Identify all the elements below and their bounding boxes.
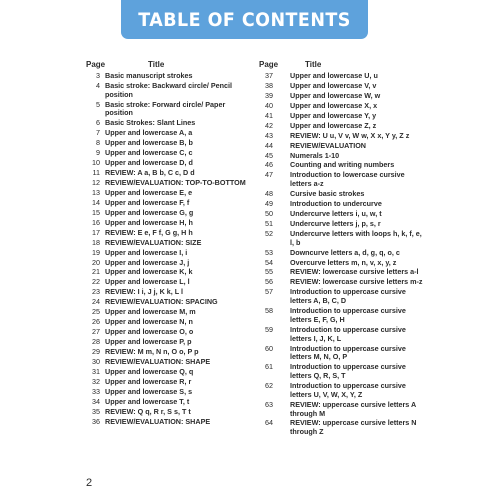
page-title: TABLE OF CONTENTS — [138, 8, 351, 31]
entry-title: Basic manuscript strokes — [105, 71, 193, 80]
toc-entry — [78, 139, 253, 148]
toc-column-right — [250, 60, 425, 438]
entry-title: Upper and lowercase K, k — [105, 267, 193, 277]
toc-entry — [78, 358, 253, 367]
entry-title: Introduction to uppercase cursive letters E, F, G, H — [290, 306, 406, 324]
entry-page-number: 40 — [265, 100, 273, 110]
entry-title: REVIEW/EVALUATION: SHAPE — [105, 416, 211, 426]
entry-title: Upper and lowercase U, u — [290, 71, 378, 80]
entry-page-number: 54 — [265, 257, 273, 267]
toc-entry — [78, 348, 253, 357]
entry-page-number: 28 — [92, 337, 100, 347]
toc-entry — [250, 112, 425, 121]
entry-title: Upper and lowercase Q, q — [105, 366, 194, 376]
entry-title: Upper and lowercase B, b — [105, 138, 193, 148]
toc-entry — [78, 298, 253, 307]
toc-entry — [250, 259, 425, 268]
toc-entry — [250, 220, 425, 229]
entry-title: REVIEW: lowercase cursive letters a-l — [290, 267, 419, 277]
toc-entry — [78, 278, 253, 287]
toc-entry — [78, 288, 253, 297]
entry-page-number: 61 — [265, 362, 273, 372]
entry-title: Introduction to uppercase cursive letters Q, R, S, T — [290, 362, 406, 381]
entry-page-number: 25 — [92, 307, 100, 317]
toc-entry — [250, 132, 425, 141]
entry-title: Upper and lowercase I, i — [105, 247, 188, 257]
entry-page-number: 45 — [265, 150, 273, 160]
entry-title: REVIEW: A a, B b, C c, D d — [105, 168, 195, 178]
entry-page-number: 5 — [96, 99, 100, 109]
entry-page-number: 44 — [265, 140, 273, 150]
entry-title: Introduction to undercurve — [290, 199, 382, 209]
entry-page-number: 58 — [265, 306, 273, 316]
entry-page-number: 60 — [265, 343, 273, 353]
entry-title: Upper and lowercase L, l — [105, 277, 190, 287]
entry-title: REVIEW: uppercase cursive letters N through Z — [290, 418, 417, 437]
toc-entry — [250, 200, 425, 209]
entry-title: Upper and lowercase O, o — [105, 327, 194, 337]
entry-page-number: 6 — [96, 118, 100, 128]
entry-page-number: 64 — [265, 418, 273, 428]
toc-entry — [78, 368, 253, 377]
entry-page-number: 12 — [92, 178, 100, 188]
entry-page-number: 62 — [265, 381, 273, 391]
entry-title: REVIEW: lowercase cursive letters m-z — [290, 277, 423, 287]
entry-page-number: 42 — [265, 120, 273, 130]
entry-page-number: 22 — [92, 277, 100, 287]
toc-entry — [78, 149, 253, 158]
entry-title: Basic Strokes: Slant Lines — [105, 118, 196, 128]
entry-page-number: 37 — [265, 71, 273, 80]
entry-title: Upper and lowercase F, f — [105, 197, 190, 207]
entry-page-number: 17 — [92, 227, 100, 237]
entry-page-number: 3 — [96, 71, 100, 80]
entry-page-number: 16 — [92, 217, 100, 227]
toc-entry — [250, 161, 425, 170]
toc-entry — [78, 199, 253, 208]
entry-page-number: 34 — [92, 396, 100, 406]
entry-page-number: 38 — [265, 80, 273, 90]
entry-page-number: 24 — [92, 297, 100, 307]
toc-entry — [78, 318, 253, 327]
entry-page-number: 32 — [92, 376, 100, 386]
entry-page-number: 31 — [92, 366, 100, 376]
entry-page-number: 18 — [92, 237, 100, 247]
toc-entry — [250, 345, 425, 363]
entry-page-number: 10 — [92, 158, 100, 168]
toc-entry — [250, 382, 425, 400]
entry-page-number: 26 — [92, 317, 100, 327]
toc-entry — [250, 152, 425, 161]
toc-entry — [250, 268, 425, 277]
entry-page-number: 23 — [92, 287, 100, 297]
toc-entry — [78, 398, 253, 407]
entry-title: Undercurve letters i, u, w, t — [290, 208, 382, 218]
entry-page-number: 41 — [265, 110, 273, 120]
entry-title: REVIEW/EVALUATION: SIZE — [105, 237, 202, 247]
entry-title: Upper and lowercase J, j — [105, 257, 190, 267]
entry-page-number: 36 — [92, 416, 100, 426]
toc-entry — [250, 102, 425, 111]
toc-entries — [250, 72, 425, 437]
entry-title: Upper and lowercase Z, z — [290, 120, 377, 130]
entry-title: REVIEW: E e, F f, G g, H h — [105, 227, 193, 237]
entry-page-number: 63 — [265, 399, 273, 409]
entry-page-number: 19 — [92, 247, 100, 257]
toc-entries — [78, 72, 253, 426]
entry-page-number: 7 — [96, 128, 100, 138]
toc-entry — [78, 338, 253, 347]
entry-title: Upper and lowercase T, t — [105, 396, 190, 406]
entry-title: REVIEW: uppercase cursive letters A through M — [290, 399, 416, 418]
entry-title: Upper and lowercase X, x — [290, 100, 378, 110]
entry-page-number: 43 — [265, 130, 273, 140]
entry-page-number: 9 — [96, 148, 100, 158]
entry-page-number: 20 — [92, 257, 100, 267]
entry-title: Undercurve letters j, p, s, r — [290, 218, 381, 228]
entry-title: REVIEW/EVALUATION: SHAPE — [105, 356, 211, 366]
entry-title: Basic stroke: Forward circle/ Paper position — [105, 99, 226, 118]
toc-entry — [78, 308, 253, 317]
entry-title: Introduction to uppercase cursive letters M, N, O, P — [290, 343, 406, 362]
entry-title: Upper and lowercase C, c — [105, 148, 193, 158]
entry-title: Introduction to lowercase cursive letters a-z — [290, 170, 405, 189]
toc-entry — [250, 210, 425, 219]
toc-entry — [78, 249, 253, 258]
entry-page-number: 48 — [265, 189, 273, 199]
entry-page-number: 35 — [92, 406, 100, 416]
toc-entry — [250, 122, 425, 131]
toc-entry — [78, 119, 253, 128]
entry-title: Introduction to uppercase cursive letters I, J, K, L — [290, 324, 406, 343]
toc-entry — [78, 179, 253, 188]
toc-entry — [250, 249, 425, 258]
entry-title: Numerals 1-10 — [290, 150, 340, 160]
toc-entry — [78, 82, 253, 100]
entry-page-number: 56 — [265, 277, 273, 287]
entry-title: Upper and lowercase A, a — [105, 128, 193, 138]
toc-entry — [250, 278, 425, 287]
entry-page-number: 27 — [92, 327, 100, 337]
toc-entry — [78, 378, 253, 387]
entry-title: REVIEW/EVALUATION: TOP-TO-BOTTOM — [105, 178, 246, 188]
entry-title: REVIEW/EVALUATION — [290, 140, 367, 150]
toc-entry — [78, 209, 253, 218]
entry-title: Upper and lowercase N, n — [105, 317, 193, 327]
toc-entry — [250, 190, 425, 199]
toc-entry — [250, 142, 425, 151]
entry-title: Basic stroke: Backward circle/ Pencil position — [105, 80, 233, 99]
entry-page-number: 4 — [96, 80, 100, 90]
entry-title: Introduction to uppercase cursive letters U, V, W, X, Y, Z — [290, 381, 406, 399]
toc-entry — [250, 230, 425, 248]
toc-column-left — [78, 60, 253, 427]
entry-title: Upper and lowercase D, d — [105, 158, 193, 168]
toc-entry — [78, 259, 253, 268]
toc-entry — [250, 363, 425, 381]
page-column-label: Page — [259, 60, 279, 69]
entry-title: Upper and lowercase G, g — [105, 207, 194, 217]
toc-entry — [78, 418, 253, 427]
entry-page-number: 59 — [265, 324, 273, 334]
entry-title: Downcurve letters a, d, g, q, o, c — [290, 247, 400, 257]
entry-page-number: 39 — [265, 90, 273, 100]
entry-title: Upper and lowercase R, r — [105, 376, 192, 386]
toc-entry — [250, 401, 425, 419]
toc-entry — [250, 72, 425, 81]
toc-entry — [78, 72, 253, 81]
toc-entry — [78, 408, 253, 417]
title-banner — [121, 0, 368, 39]
entry-page-number: 47 — [265, 170, 273, 180]
toc-entry — [78, 239, 253, 248]
toc-entry — [78, 328, 253, 337]
entry-title: REVIEW: Q q, R r, S s, T t — [105, 406, 191, 416]
entry-title: REVIEW: U u, V v, W w, X x, Y y, Z z — [290, 130, 410, 140]
entry-page-number: 55 — [265, 267, 273, 277]
entry-page-number: 46 — [265, 160, 273, 170]
entry-page-number: 14 — [92, 197, 100, 207]
entry-title: Introduction to uppercase cursive letters A, B, C, D — [290, 287, 406, 306]
entry-title: REVIEW/EVALUATION: SPACING — [105, 297, 218, 307]
entry-page-number: 30 — [92, 356, 100, 366]
entry-title: Overcurve letters m, n, v, x, y, z — [290, 257, 397, 267]
entry-page-number: 13 — [92, 187, 100, 197]
entry-page-number: 21 — [92, 267, 100, 277]
toc-entry — [78, 219, 253, 228]
entry-title: Upper and lowercase P, p — [105, 337, 192, 347]
title-column-label: Title — [148, 60, 165, 69]
entry-page-number: 15 — [92, 207, 100, 217]
toc-entry — [78, 159, 253, 168]
entry-title: Cursive basic strokes — [290, 189, 365, 199]
entry-page-number: 53 — [265, 247, 273, 257]
toc-entry — [250, 419, 425, 437]
toc-entry — [250, 92, 425, 101]
entry-title: REVIEW: I i, J j, K k, L l — [105, 287, 184, 297]
toc-entry — [78, 189, 253, 198]
entry-title: Upper and lowercase S, s — [105, 386, 193, 396]
entry-title: REVIEW: M m, N n, O o, P p — [105, 346, 199, 356]
title-column-label: Title — [305, 60, 322, 69]
entry-title: Upper and lowercase M, m — [105, 307, 196, 317]
entry-page-number: 8 — [96, 138, 100, 148]
entry-title: Counting and writing numbers — [290, 160, 395, 170]
entry-page-number: 51 — [265, 218, 273, 228]
page-number: 2 — [86, 477, 93, 489]
entry-page-number: 11 — [92, 168, 100, 178]
toc-entry — [250, 288, 425, 306]
entry-title: Upper and lowercase W, w — [290, 90, 381, 100]
entry-page-number: 33 — [92, 386, 100, 396]
entry-page-number: 57 — [265, 287, 273, 297]
toc-entry — [78, 169, 253, 178]
entry-title: Upper and lowercase E, e — [105, 187, 193, 197]
entry-page-number: 49 — [265, 199, 273, 209]
toc-entry — [78, 388, 253, 397]
entry-page-number: 52 — [265, 228, 273, 238]
toc-entry — [250, 326, 425, 344]
entry-title: Upper and lowercase H, h — [105, 217, 193, 227]
page-column-label: Page — [86, 60, 106, 69]
toc-entry — [78, 129, 253, 138]
entry-page-number: 50 — [265, 208, 273, 218]
entry-page-number: 29 — [92, 346, 100, 356]
toc-entry — [78, 229, 253, 238]
toc-entry — [78, 268, 253, 277]
entry-title: Undercurve letters with loops h, k, f, e, l, b — [290, 228, 422, 247]
toc-entry — [250, 171, 425, 189]
entry-title: Upper and lowercase V, v — [290, 80, 377, 90]
toc-entry — [250, 307, 425, 325]
toc-entry — [78, 101, 253, 119]
entry-title: Upper and lowercase Y, y — [290, 110, 377, 120]
toc-entry — [250, 82, 425, 91]
